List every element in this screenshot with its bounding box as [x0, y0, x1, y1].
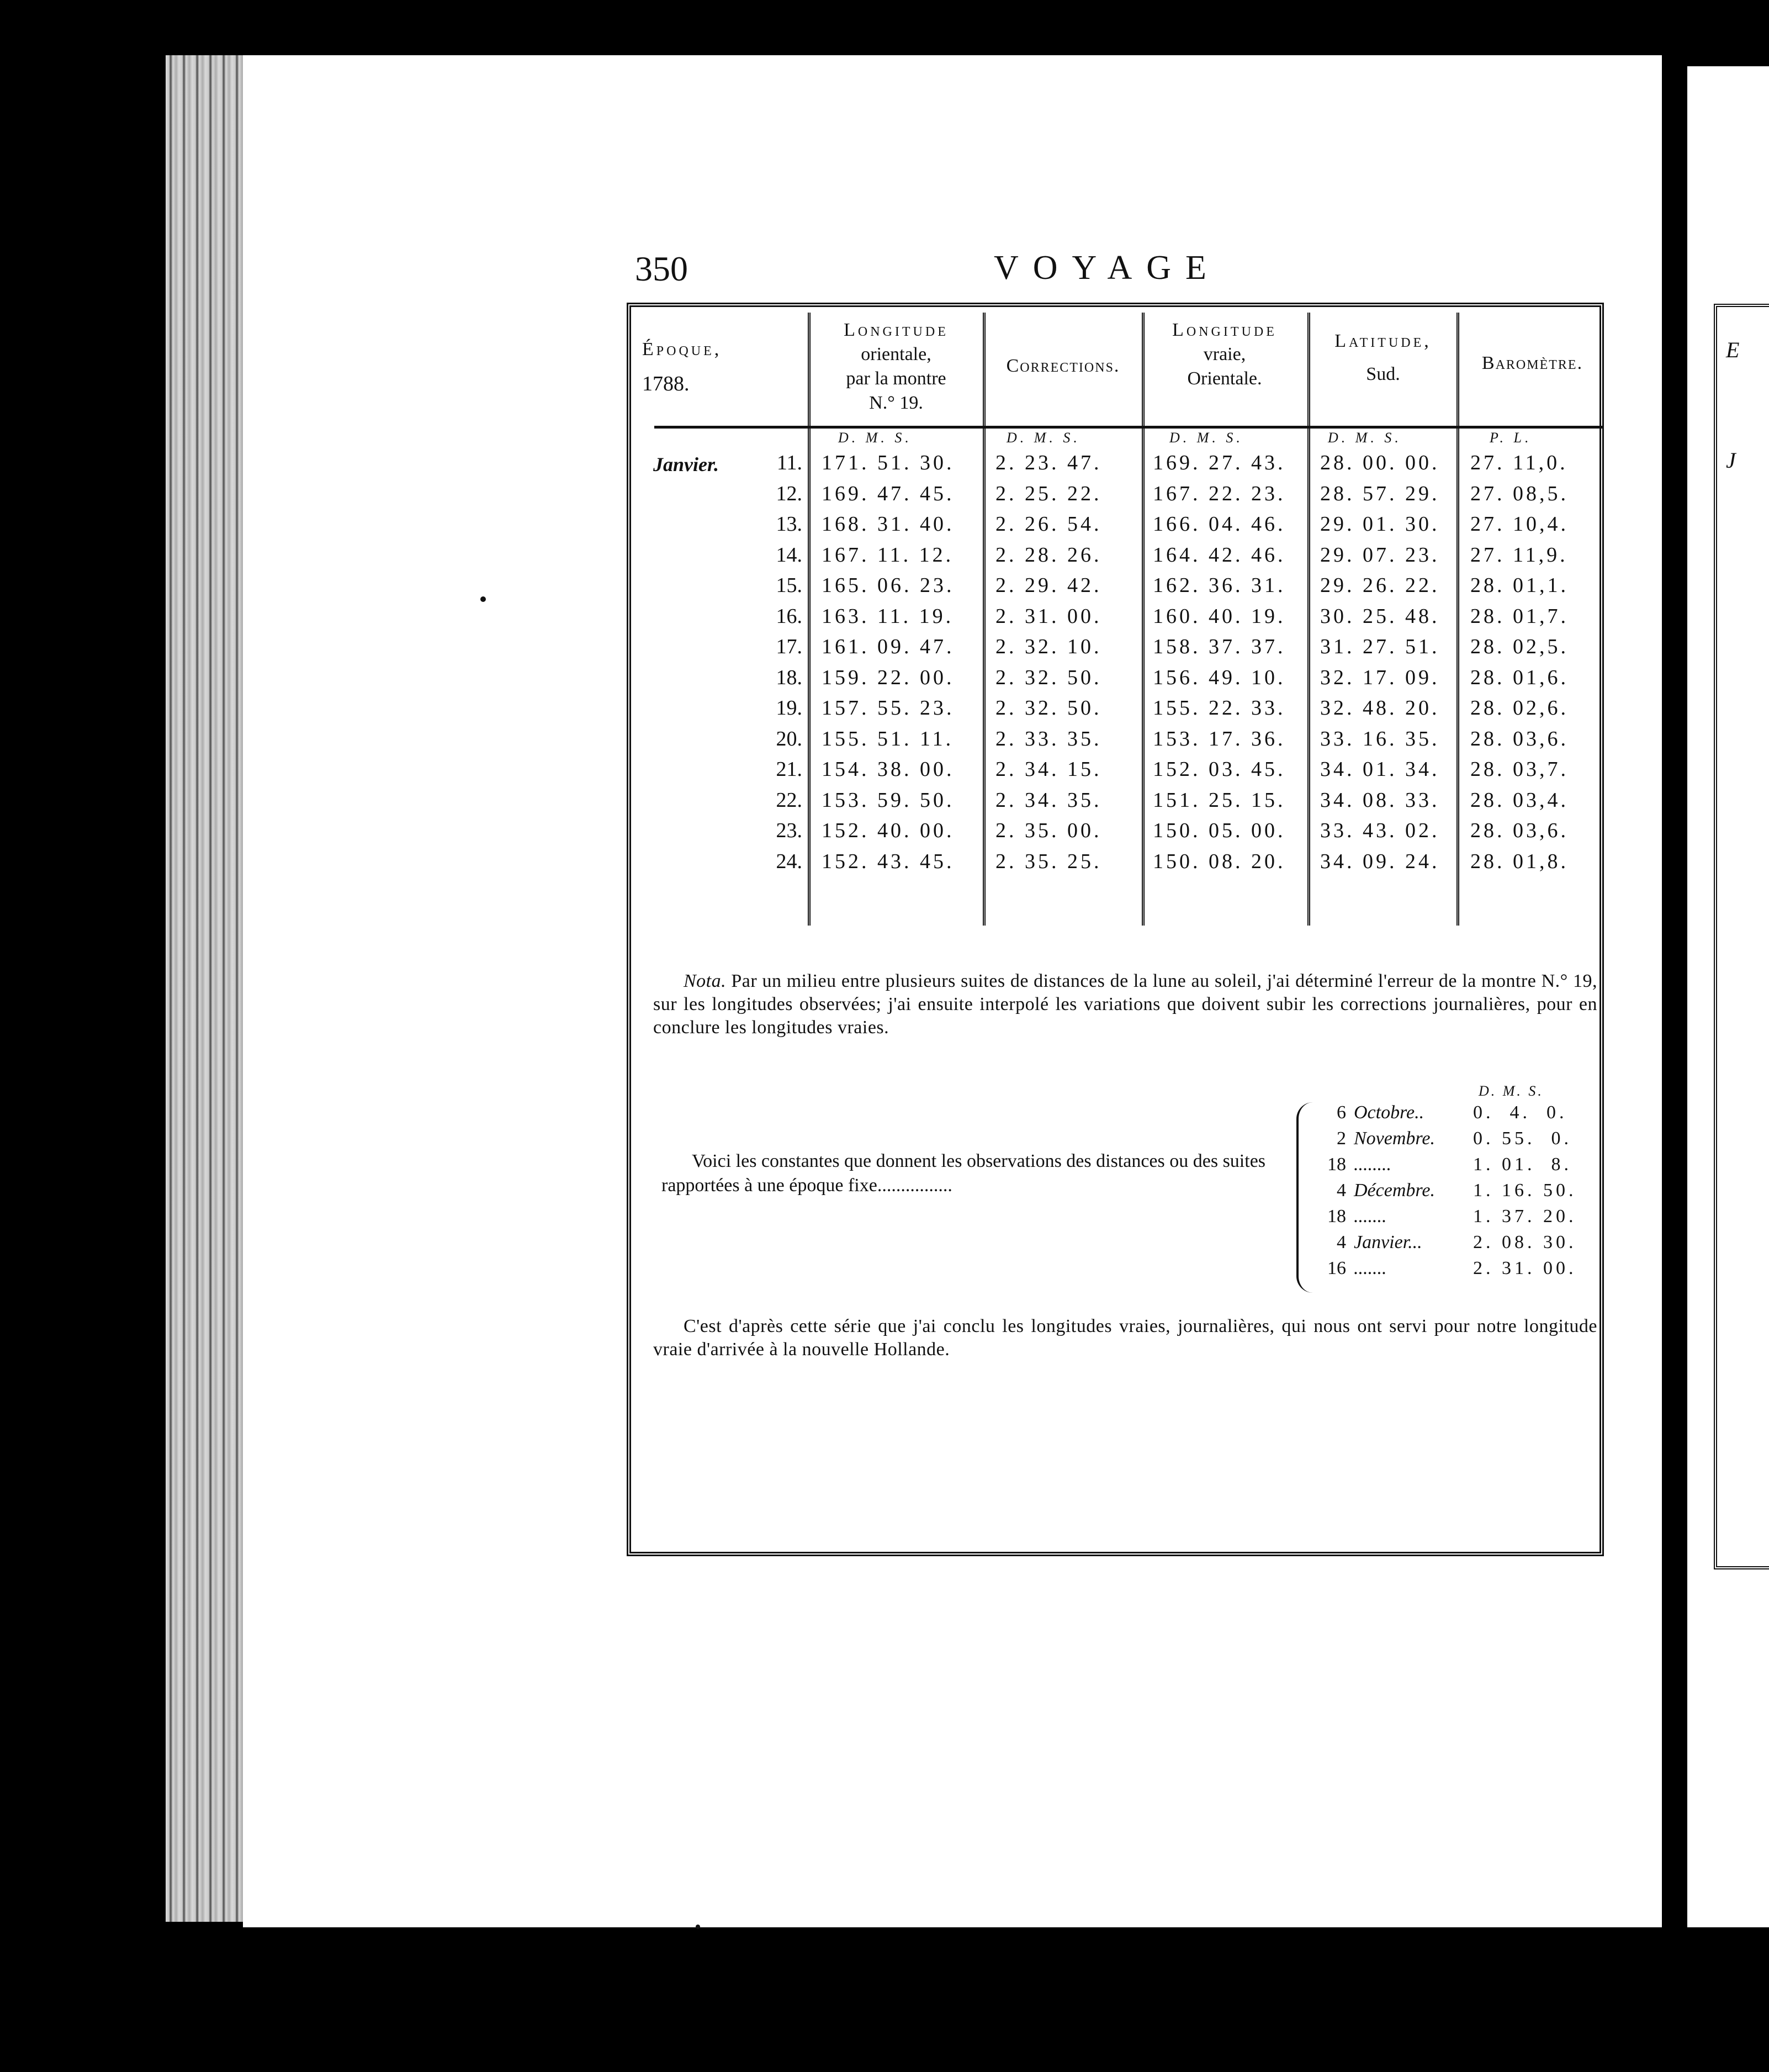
- column-rule: [1142, 313, 1145, 926]
- header-rule: [654, 426, 1604, 429]
- constants-units: D. M. S.: [1479, 1083, 1544, 1099]
- correction-cell: 2. 31. 00.: [995, 604, 1102, 628]
- day-cell: 23.: [776, 819, 802, 842]
- constant-value: 1. 16. 50.: [1473, 1180, 1577, 1201]
- header-corrections: Corrections.: [1006, 356, 1120, 376]
- correction-cell: 2. 32. 10.: [995, 635, 1102, 658]
- header-epoque: Époque, 1788.: [642, 339, 722, 395]
- constant-month: Novembre.: [1354, 1128, 1435, 1149]
- correction-cell: 2. 35. 25.: [995, 849, 1102, 873]
- page-number: 350: [635, 249, 688, 288]
- day-cell: 17.: [776, 635, 802, 658]
- latitude-cell: 28. 57. 29.: [1320, 482, 1440, 505]
- day-cell: 14.: [776, 543, 802, 567]
- units-latitude: D. M. S.: [1328, 430, 1402, 446]
- day-cell: 16.: [776, 604, 802, 628]
- longitude-vraie-cell: 166. 04. 46.: [1153, 512, 1286, 536]
- day-cell: 12.: [776, 482, 802, 505]
- constant-day: 4: [1337, 1180, 1346, 1201]
- constant-month: Octobre..: [1354, 1102, 1424, 1123]
- longitude-vraie-cell: 152. 03. 45.: [1153, 758, 1286, 781]
- constant-month: Janvier...: [1354, 1232, 1422, 1252]
- book-gutter: [1662, 0, 1687, 2072]
- constant-day: 18: [1327, 1154, 1346, 1175]
- column-rule: [1307, 313, 1310, 926]
- longitude-orientale-cell: 163. 11. 19.: [822, 604, 954, 628]
- latitude-cell: 32. 48. 20.: [1320, 696, 1440, 720]
- day-cell: 22.: [776, 788, 802, 812]
- day-cell: 20.: [776, 727, 802, 750]
- constant-value: 2. 31. 00.: [1473, 1258, 1577, 1278]
- barometre-cell: 28. 02,5.: [1470, 635, 1569, 658]
- day-cell: 15.: [776, 574, 802, 597]
- longitude-vraie-cell: 151. 25. 15.: [1153, 788, 1286, 812]
- constant-day: 4: [1337, 1232, 1346, 1252]
- longitude-vraie-cell: 155. 22. 33.: [1153, 696, 1286, 720]
- longitude-vraie-cell: 156. 49. 10.: [1153, 665, 1286, 689]
- barometre-cell: 28. 02,6.: [1470, 696, 1569, 720]
- constant-month: .......: [1354, 1206, 1387, 1227]
- nota-label: Nota.: [684, 971, 727, 991]
- constant-month: Décembre.: [1354, 1180, 1435, 1201]
- right-page-letter: J: [1726, 448, 1736, 473]
- constant-day: 16: [1327, 1258, 1346, 1278]
- barometre-cell: 27. 10,4.: [1470, 512, 1569, 536]
- brace: [1296, 1102, 1317, 1293]
- barometre-cell: 28. 03,4.: [1470, 788, 1569, 812]
- right-page-letter: E: [1726, 337, 1740, 362]
- header-barometre: Baromètre.: [1481, 353, 1583, 373]
- longitude-vraie-cell: 164. 42. 46.: [1153, 543, 1286, 567]
- conclusion-paragraph: C'est d'après cette série que j'ai conclu les longitudes vraies, journalières, qui nous ont servi pour notre longitude vraie d'arrivée à la nouvelle Hollande.: [653, 1316, 1597, 1360]
- longitude-orientale-cell: 152. 43. 45.: [822, 849, 955, 873]
- correction-cell: 2. 29. 42.: [995, 574, 1102, 597]
- latitude-cell: 31. 27. 51.: [1320, 635, 1440, 658]
- longitude-orientale-cell: 154. 38. 00.: [822, 758, 955, 781]
- column-rule: [983, 313, 986, 926]
- day-cell: 18.: [776, 665, 802, 689]
- latitude-cell: 34. 09. 24.: [1320, 849, 1440, 873]
- constant-day: 18: [1327, 1206, 1346, 1227]
- correction-cell: 2. 23. 47.: [995, 451, 1102, 474]
- right-page-table-frame: [1714, 304, 1769, 1569]
- day-cell: 11.: [776, 451, 802, 474]
- barometre-cell: 28. 01,1.: [1470, 574, 1569, 597]
- units-barometre: P. L.: [1490, 430, 1532, 446]
- units-longitude-vraie: D. M. S.: [1169, 430, 1243, 446]
- barometre-cell: 28. 03,6.: [1470, 727, 1569, 750]
- day-cell: 24.: [776, 849, 802, 873]
- correction-cell: 2. 25. 22.: [995, 482, 1102, 505]
- longitude-orientale-cell: 171. 51. 30.: [822, 451, 955, 474]
- longitude-orientale-cell: 155. 51. 11.: [822, 727, 954, 750]
- running-title: VOYAGE: [994, 249, 1221, 287]
- constant-value: 2. 08. 30.: [1473, 1232, 1577, 1252]
- constant-value: 1. 37. 20.: [1473, 1206, 1577, 1227]
- day-cell: 19.: [776, 696, 802, 720]
- longitude-orientale-cell: 169. 47. 45.: [822, 482, 955, 505]
- right-page-fragment: [1687, 66, 1769, 1927]
- longitude-vraie-cell: 160. 40. 19.: [1153, 604, 1286, 628]
- header-longitude-orientale: Longitude orientale, par la montre N.° 19.: [844, 320, 949, 413]
- ruled-table-frame: [627, 303, 1604, 1556]
- latitude-cell: 29. 07. 23.: [1320, 543, 1440, 567]
- constant-month: .......: [1354, 1258, 1387, 1278]
- correction-cell: 2. 35. 00.: [995, 819, 1102, 842]
- longitude-orientale-cell: 168. 31. 40.: [822, 512, 955, 536]
- day-cell: 21.: [776, 758, 802, 781]
- constant-value: 1. 01. 8.: [1473, 1154, 1572, 1175]
- barometre-cell: 28. 01,6.: [1470, 665, 1569, 689]
- header-longitude-vraie: Longitude vraie, Orientale.: [1172, 320, 1277, 389]
- constant-day: 2: [1337, 1128, 1346, 1149]
- correction-cell: 2. 32. 50.: [995, 665, 1102, 689]
- longitude-orientale-cell: 152. 40. 00.: [822, 819, 955, 842]
- constant-value: 0. 55. 0.: [1473, 1128, 1572, 1149]
- correction-cell: 2. 33. 35.: [995, 727, 1102, 750]
- correction-cell: 2. 26. 54.: [995, 512, 1102, 536]
- column-rule: [808, 313, 811, 926]
- longitude-orientale-cell: 157. 55. 23.: [822, 696, 955, 720]
- constant-day: 6: [1337, 1102, 1346, 1123]
- latitude-cell: 34. 08. 33.: [1320, 788, 1440, 812]
- constant-value: 0. 4. 0.: [1473, 1102, 1567, 1123]
- longitude-vraie-cell: 150. 05. 00.: [1153, 819, 1286, 842]
- longitude-vraie-cell: 167. 22. 23.: [1153, 482, 1286, 505]
- nota-text: Par un milieu entre plusieurs suites de distances de la lune au soleil, j'ai déterminé l'erreur de la montre N.° 19, sur les longitudes observées; j'ai ensuite interpolé les variations que doivent subir les corrections journalières, pour en conclure les longitudes vraies.: [653, 971, 1597, 1038]
- latitude-cell: 28. 00. 00.: [1320, 451, 1440, 474]
- longitude-vraie-cell: 158. 37. 37.: [1153, 635, 1286, 658]
- barometre-cell: 27. 08,5.: [1470, 482, 1569, 505]
- longitude-vraie-cell: 162. 36. 31.: [1153, 574, 1286, 597]
- correction-cell: 2. 34. 15.: [995, 758, 1102, 781]
- scan-speck: [696, 1925, 700, 1929]
- month-label: Janvier.: [653, 453, 719, 475]
- longitude-vraie-cell: 150. 08. 20.: [1153, 849, 1286, 873]
- latitude-cell: 29. 26. 22.: [1320, 574, 1440, 597]
- longitude-orientale-cell: 159. 22. 00.: [822, 665, 955, 689]
- longitude-vraie-cell: 153. 17. 36.: [1153, 727, 1286, 750]
- day-cell: 13.: [776, 512, 802, 536]
- longitude-orientale-cell: 153. 59. 50.: [822, 788, 955, 812]
- longitude-orientale-cell: 167. 11. 12.: [822, 543, 954, 567]
- latitude-cell: 33. 43. 02.: [1320, 819, 1440, 842]
- column-rule: [1456, 313, 1459, 926]
- longitude-orientale-cell: 161. 09. 47.: [822, 635, 955, 658]
- barometre-cell: 27. 11,0.: [1470, 451, 1568, 474]
- latitude-cell: 32. 17. 09.: [1320, 665, 1440, 689]
- header-latitude: Latitude, Sud.: [1334, 331, 1432, 384]
- units-corrections: D. M. S.: [1007, 430, 1081, 446]
- latitude-cell: 29. 01. 30.: [1320, 512, 1440, 536]
- barometre-cell: 28. 03,6.: [1470, 819, 1569, 842]
- constant-month: ........: [1354, 1154, 1391, 1175]
- constants-intro: Voici les constantes que donnent les observations des distances ou des suites rapportées à une époque fixe................: [661, 1151, 1266, 1196]
- latitude-cell: 33. 16. 35.: [1320, 727, 1440, 750]
- barometre-cell: 28. 03,7.: [1470, 758, 1569, 781]
- barometre-cell: 27. 11,9.: [1470, 543, 1568, 567]
- barometre-cell: 28. 01,8.: [1470, 849, 1569, 873]
- latitude-cell: 34. 01. 34.: [1320, 758, 1440, 781]
- longitude-orientale-cell: 165. 06. 23.: [822, 574, 955, 597]
- book-page-edges: [166, 55, 248, 1922]
- correction-cell: 2. 34. 35.: [995, 788, 1102, 812]
- nota-paragraph: [653, 970, 1597, 1039]
- units-longitude-orientale: D. M. S.: [838, 430, 912, 446]
- longitude-vraie-cell: 169. 27. 43.: [1153, 451, 1286, 474]
- correction-cell: 2. 32. 50.: [995, 696, 1102, 720]
- correction-cell: 2. 28. 26.: [995, 543, 1102, 567]
- running-header: [635, 249, 1612, 293]
- latitude-cell: 30. 25. 48.: [1320, 604, 1440, 628]
- barometre-cell: 28. 01,7.: [1470, 604, 1569, 628]
- scan-speck: [480, 596, 486, 602]
